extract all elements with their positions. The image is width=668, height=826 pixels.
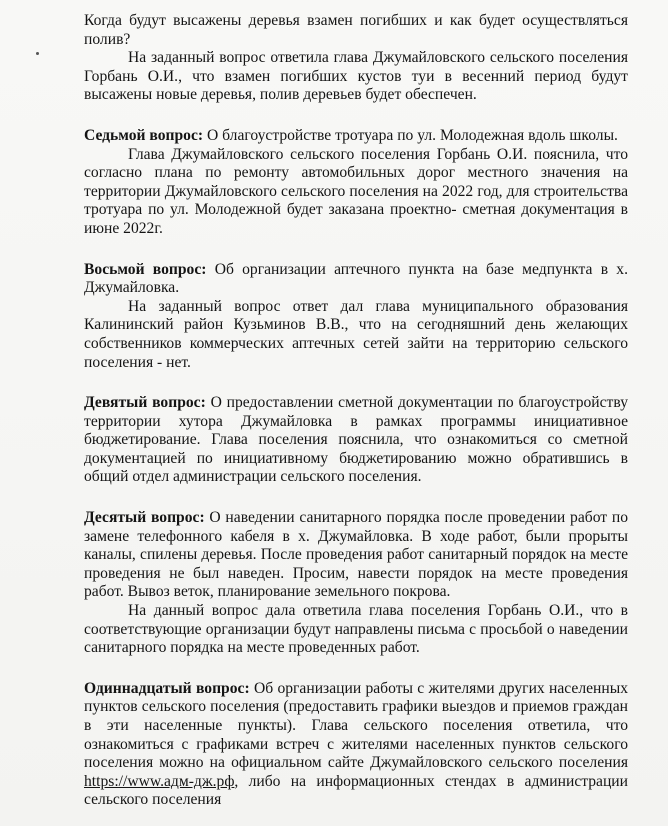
section-question-9 [84, 394, 628, 487]
answer-8: На заданный вопрос ответ дал глава муниципального образования Калининский район Кузьминов В.В., что на сегодняшний день желающих собственников коммерческих аптечных сетей зайти на территорию сельского поселения - нет. [84, 297, 628, 371]
question-7-label: Седьмой вопрос: [84, 126, 204, 144]
answer-10: На данный вопрос дала ответила глава поселения Горбань О.И., что в соответствующие организации будут направлены письма с просьбой о наведении санитарного порядка на месте проведенных работ. [84, 602, 628, 657]
question-11-text: Об организации работы с жителями других населенных пунктов сельского поселения (предоставить графики выездов и приемов граждан в эти населенные пункты). Глава сельского поселения ответила, что ознакомиться с графиками встреч с жителями населенных пунктов сельского поселения можно на официальном сайте Джумайловского сельского поселения [84, 679, 628, 772]
answer-7: Глава Джумайловского сельского поселения Горбань О.И. пояснила, что согласно плана по ремонту автомобильных дорог местного значения на территории Джумайловского сельского поселения на 2022 год, для строительства тротуара по ул. Молодежной будет заказана проектно- сметная документация в июне 2022г. [84, 145, 628, 237]
intro-question: Когда будут высажены деревья взамен погибших и как будет осуществляться полив? [84, 12, 628, 48]
question-8 [84, 261, 628, 298]
section-intro [84, 12, 628, 105]
question-10 [84, 509, 628, 602]
question-10-label: Десятый вопрос: [84, 509, 205, 527]
intro-answer: На заданный вопрос ответила глава Джумайловского сельского поселения Горбань О.И., что взамен погибших кустов туи в весенний период будут высажены новые деревья, полив деревьев будет обеспечен. [84, 49, 628, 104]
question-8-label: Восьмой вопрос: [84, 260, 207, 278]
section-question-10 [84, 509, 628, 658]
question-10-text: О наведении санитарного порядка после проведении работ по замене телефонного кабеля в х. Джумайловка. В ходе работ, были прорыты каналы, спилены деревья. После проведения работ санитарный порядок на месте проведения не был наведен. Просим, навести порядок на месте проведения работ. Вывоз веток, планирование земельного покрова. [84, 509, 628, 601]
scan-speck [36, 52, 39, 55]
website-link[interactable]: https://www.адм-дж.рф [84, 772, 235, 790]
section-question-11 [84, 680, 628, 810]
question-9-label: Девятый вопрос: [84, 394, 206, 412]
question-7 [84, 127, 628, 146]
question-11 [84, 680, 628, 810]
question-11-label: Одиннадцатый вопрос: [84, 679, 250, 697]
question-9 [84, 394, 628, 487]
question-9-text: О предоставлении сметной документации по благоустройству территории хутора Джумайловка в рамках программы инициативное бюджетирование. Глава поселения пояснила, что ознакомиться со сметной документацией по инициативному бюджетированию можно обратившись в общий отдел администрации сельского поселения. [84, 394, 628, 486]
question-11-text-end: , либо на информационных стендах в администрации сельского поселения [84, 772, 628, 809]
section-question-8 [84, 261, 628, 373]
question-7-text: О благоустройстве тротуара по ул. Молодежная вдоль школы. [203, 126, 618, 144]
section-question-7 [84, 127, 628, 239]
question-8-text: Об организации аптечного пункта на базе медпункта в х. Джумайловка. [84, 260, 628, 297]
